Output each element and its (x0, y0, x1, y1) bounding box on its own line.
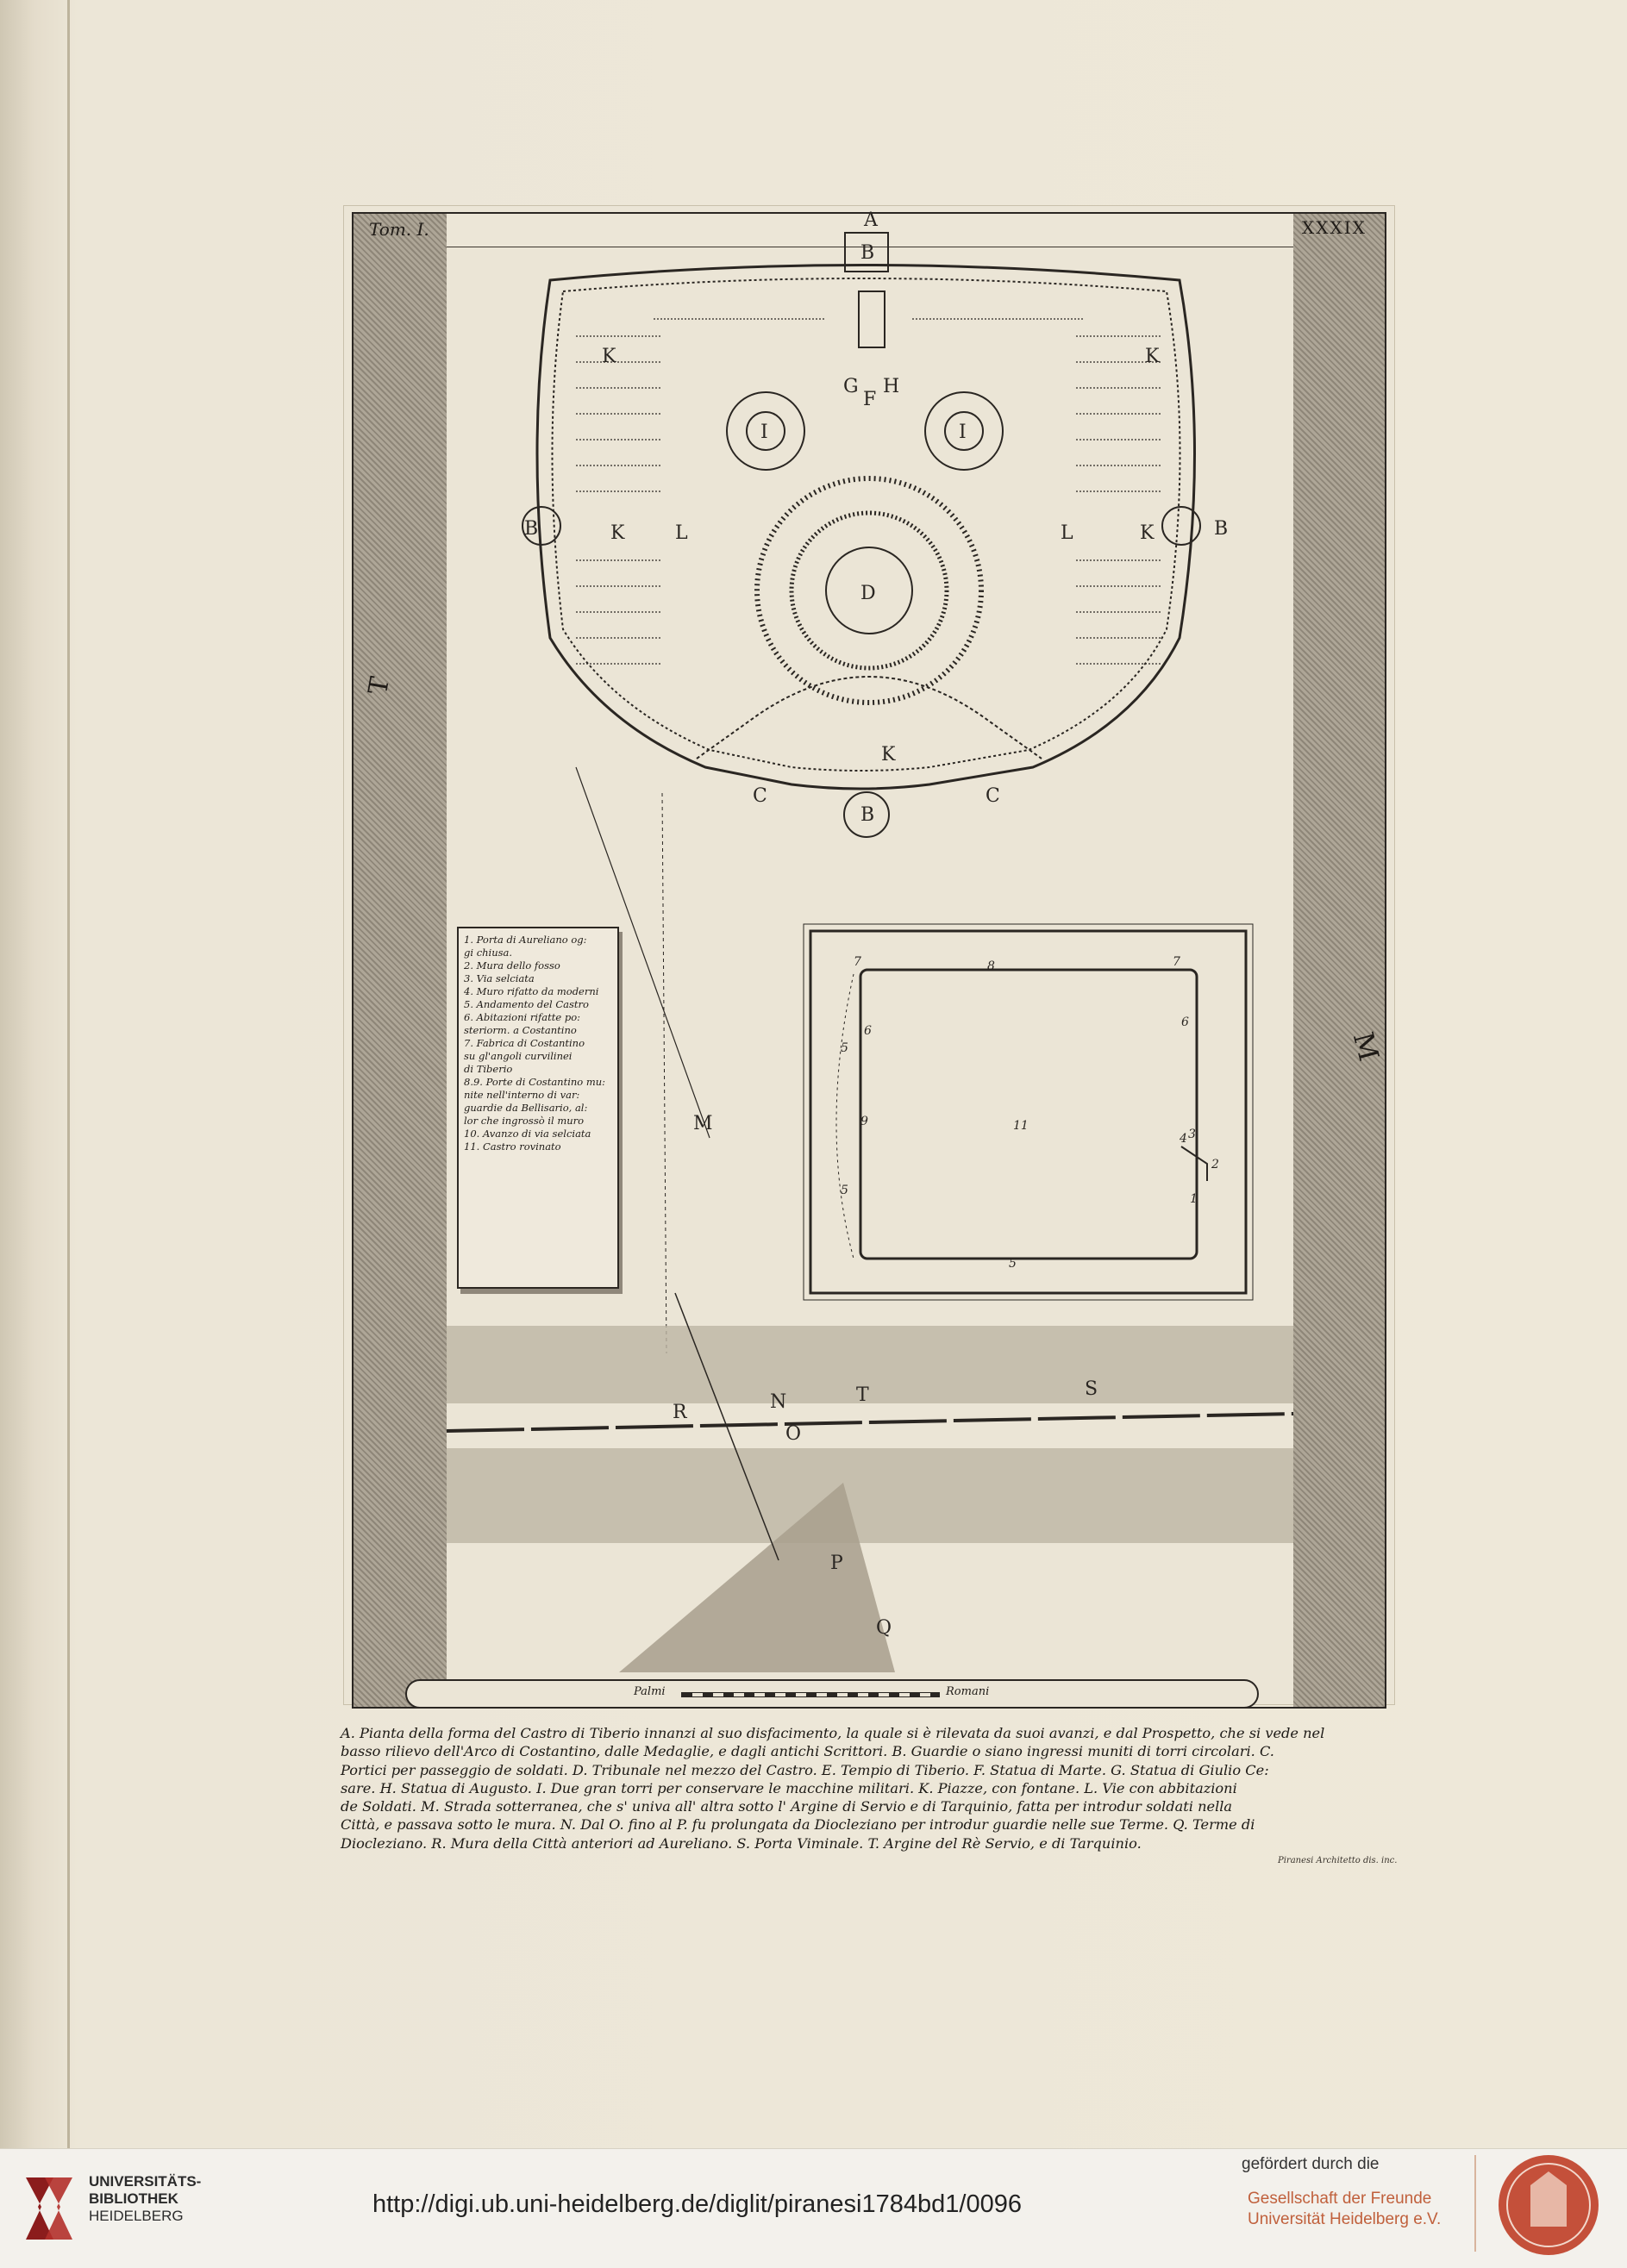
temple-rect (859, 291, 885, 347)
engraver-signature: Piranesi Architetto dis. inc. (1278, 1856, 1398, 1865)
small-label-6b: 6 (1181, 1015, 1189, 1029)
caption-line: de Soldati. M. Strada sotterranea, che s' univa all' altra sotto l' Argine di Servio e di Tarquinio, fatta per introdur soldati nella (341, 1798, 1233, 1815)
caption-line: sare. H. Statua di Augusto. I. Due gran torri per conservare le macchine militari. K. Piazze, con fontane. L. Vie con abbitazioni (341, 1779, 1237, 1796)
castro-ruin-outline (860, 970, 1197, 1259)
small-label-4: 4 (1180, 1132, 1187, 1146)
legend-item: 5. Andamento del Castro (464, 998, 589, 1010)
small-label-5a: 5 (841, 1041, 848, 1055)
label-D: D (860, 583, 876, 604)
label-L-right: L (1061, 522, 1073, 544)
label-T: T (856, 1384, 869, 1406)
legend-item: su gl'angoli curvilinei (464, 1050, 573, 1062)
sponsor-name (1248, 2189, 1441, 2230)
barracks-left (576, 336, 662, 664)
ruined-castro-plan (802, 922, 1259, 1310)
label-G: G (843, 376, 859, 397)
small-label-5c: 5 (1009, 1257, 1017, 1271)
small-plan-frame (810, 931, 1246, 1293)
label-K-bottom: K (881, 744, 896, 765)
small-label-11: 11 (1013, 1119, 1029, 1133)
label-B-left: B (524, 518, 539, 540)
label-P: P (830, 1553, 843, 1574)
label-M: M (693, 1113, 713, 1134)
small-label-3: 3 (1188, 1128, 1196, 1141)
sponsor-divider (1474, 2155, 1476, 2252)
small-label-7b: 7 (1173, 955, 1180, 969)
castro-inner-wall (553, 278, 1180, 771)
barracks-right (1076, 336, 1162, 664)
label-K-tr: K (1145, 346, 1160, 367)
label-Q: Q (876, 1617, 892, 1639)
library-name-line: UNIVERSITÄTS- (89, 2173, 202, 2190)
wall-segment-2 (1181, 1146, 1207, 1181)
small-label-7a: 7 (854, 955, 861, 969)
caption-line: A. Pianta della forma del Castro di Tiberio innanzi al suo disfacimento, la quale si è rilevata da suoi avanzi, e dal Prospetto, che si vede nel (341, 1725, 1325, 1741)
page-gutter (67, 0, 70, 2148)
label-O: O (785, 1423, 802, 1445)
label-M-side: M (1346, 1028, 1386, 1065)
legend-item: 1. Porta di Aureliano og: (464, 934, 587, 946)
permalink-url[interactable]: http://digi.ub.uni-heidelberg.de/diglit/piranesi1784bd1/0096 (372, 2190, 1022, 2218)
scale-label-romani: Romani (946, 1685, 990, 1698)
small-label-8: 8 (987, 959, 995, 973)
label-K-tl: K (602, 346, 616, 367)
sponsor-name-line: Universität Heidelberg e.V. (1248, 2210, 1442, 2228)
label-C-left: C (753, 785, 767, 807)
legend-item: 7. Fabrica di Costantino (464, 1037, 585, 1049)
label-N: N (770, 1391, 787, 1413)
library-name (89, 2173, 201, 2225)
label-B-right: B (1214, 518, 1229, 540)
label-R: R (673, 1402, 687, 1423)
label-B-bottom: B (860, 804, 875, 826)
library-name-line: BIBLIOTHEK (89, 2190, 178, 2207)
plate-number: XXXIX (1302, 217, 1367, 238)
university-seal-icon (1496, 2152, 1601, 2258)
legend-item: gi chiusa. (464, 947, 513, 959)
legend-item: 6. Abitazioni rifatte po: (464, 1011, 581, 1023)
small-label-2: 2 (1211, 1158, 1219, 1171)
legend-item: 3. Via selciata (464, 972, 535, 984)
sponsor-name-line: Gesellschaft der Freunde (1248, 2190, 1432, 2208)
castro-ruin-dotted (836, 974, 854, 1259)
label-B-top: B (860, 242, 875, 264)
small-label-6a: 6 (864, 1024, 872, 1038)
library-name-line: HEIDELBERG (89, 2208, 184, 2224)
plate-caption (341, 1724, 1394, 1853)
small-label-1: 1 (1190, 1192, 1198, 1206)
caption-line: basso rilievo dell'Arco di Costantino, dalle Medaglie, e dagli antichi Scrittori. B. Guardie o siano ingressi muniti di torri circolari. C. (341, 1743, 1274, 1760)
label-I-right: I (959, 422, 967, 443)
legend-item: 11. Castro rovinato (464, 1140, 561, 1153)
small-label-9: 9 (860, 1115, 868, 1128)
tower-right (1162, 507, 1200, 545)
small-plan-border (804, 924, 1253, 1300)
sponsor-label: gefördert durch die (1242, 2155, 1380, 2173)
legend-box (457, 927, 619, 1289)
scale-label-palmi: Palmi (634, 1685, 666, 1698)
wall-band-upper (447, 1326, 1293, 1403)
legend-item: 2. Mura dello fosso (464, 959, 560, 972)
tome-label: Tom. I. (369, 219, 429, 240)
wall-band-lower (447, 1448, 1293, 1543)
label-H: H (883, 376, 900, 397)
label-C-right: C (986, 785, 1000, 807)
walls-and-baths (447, 1293, 1293, 1681)
legend-item: guardie da Bellisario, al: (464, 1102, 588, 1114)
legend-item: nite nell'interno di var: (464, 1089, 580, 1101)
legend-item: di Tiberio (464, 1063, 513, 1075)
label-A: A (864, 209, 878, 231)
caption-line: Portici per passeggio de soldati. D. Tribunale nel mezzo del Castro. E. Tempio di Tiberio. F. Statua di Marte. G. Statua di Giulio Ce: (341, 1761, 1269, 1778)
caption-line: Città, e passava sotto le mura. N. Dal O. fino al P. fu prolungata da Diocleziano per introdur guardie nelle sue Terme. Q. Terme di (341, 1816, 1255, 1834)
mura-R-line (447, 1414, 1293, 1431)
label-K-mr: K (1140, 522, 1155, 544)
ub-heidelberg-logo-icon (19, 2169, 81, 2248)
castro-outer-wall (537, 266, 1195, 790)
label-K-ml: K (610, 522, 625, 544)
small-label-5b: 5 (841, 1184, 848, 1197)
scale-bar (681, 1692, 940, 1697)
portico-lower (697, 677, 1042, 759)
label-F: F (863, 389, 877, 410)
caption-line: Diocleziano. R. Mura della Città anteriori ad Aureliano. S. Porta Viminale. T. Argine del Rè Servio, e di Tarquinio. (341, 1834, 1142, 1852)
legend-item: lor che ingrossò il muro (464, 1115, 585, 1127)
legend-item: 4. Muro rifatto da moderni (464, 985, 599, 997)
legend-item: 8.9. Porte di Costantino mu: (464, 1076, 606, 1088)
legend-item: steriorm. a Costantino (464, 1024, 577, 1036)
label-L-left: L (675, 522, 688, 544)
label-S: S (1085, 1378, 1098, 1400)
legend-item: 10. Avanzo di via selciata (464, 1128, 591, 1140)
label-T-side: T (363, 674, 396, 697)
label-I-left: I (760, 422, 768, 443)
